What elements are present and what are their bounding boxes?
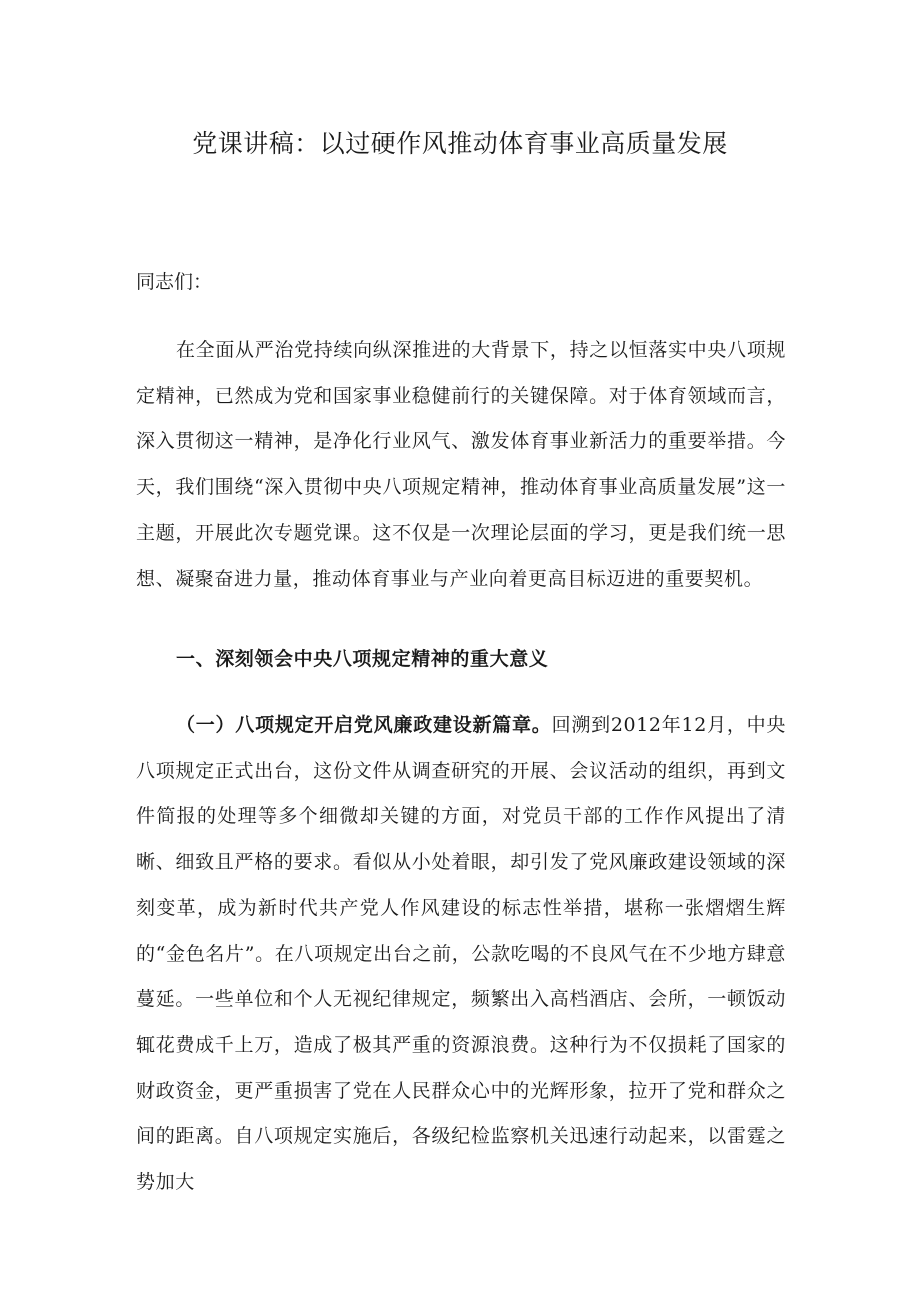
- subsection-text-1: 回溯到2012年12月，中央八项规定正式出台，这份文件从调查研究的开展、会议活动的组织，再到文件简报的处理等多个细微却关键的方面，对党员干部的工作作风提出了清晰、细致且严格的要求。看似从小处着眼，却引发了党风廉政建设领域的深刻变革，成为新时代共产党人作风建设的标志性举措，堪称一张熠熠生辉的“金色名片”。在八项规定出台之前，公款吃喝的不良风气在不少地方肆意蔓延。一些单位和个人无视纪律规定，频繁出入高档酒店、会所，一顿饭动辄花费成千上万，造成了极其严重的资源浪费。这种行为不仅损耗了国家的财政资金，更严重损害了党在人民群众心中的光辉形象，拉开了党和群众之间的距离。自八项规定实施后，各级纪检监察机关迅速行动起来，以雷霆之势加大: [136, 714, 786, 1194]
- intro-paragraph: 在全面从严治党持续向纵深推进的大背景下，持之以恒落实中央八项规定精神，已然成为党和国家事业稳健前行的关键保障。对于体育领域而言，深入贯彻这一精神，是净化行业风气、激发体育事业新活力的重要举措。今天，我们围绕“深入贯彻中央八项规定精神，推动体育事业高质量发展”这一主题，开展此次专题党课。这不仅是一次理论层面的学习，更是我们统一思想、凝聚奋进力量，推动体育事业与产业向着更高目标迈进的重要契机。: [136, 339, 786, 590]
- document-title: 党课讲稿：以过硬作风推动体育事业高质量发展: [192, 129, 728, 158]
- salutation: 同志们：: [136, 271, 213, 293]
- subsection-paragraph-1: [136, 703, 786, 1206]
- section-heading-1: 一、深刻领会中央八项规定精神的重大意义: [176, 648, 549, 670]
- subsection-lead-1: （一）八项规定开启党风廉政建设新篇章。: [176, 714, 552, 736]
